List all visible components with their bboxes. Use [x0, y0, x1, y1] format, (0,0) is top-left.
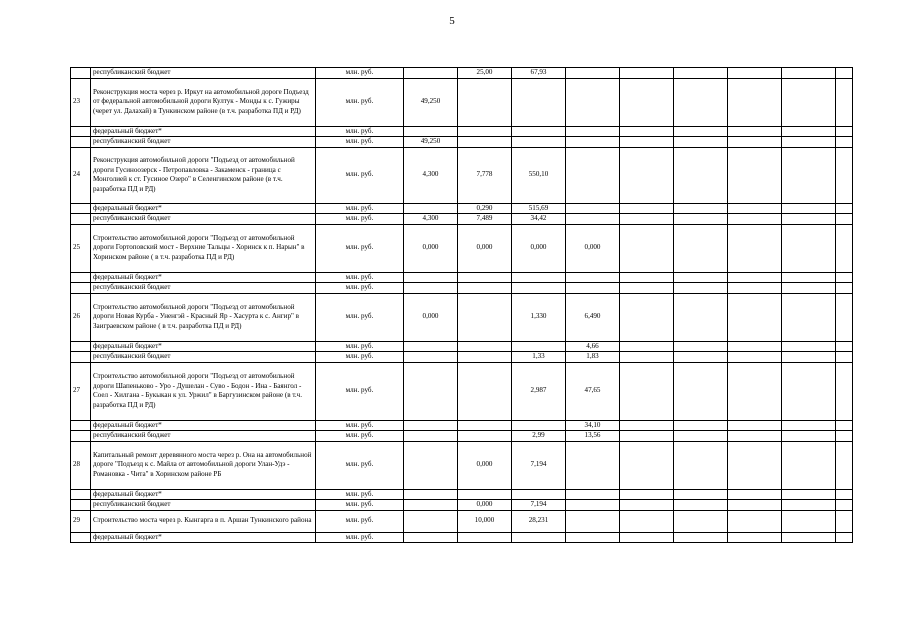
row-value: 0,000: [458, 224, 512, 272]
row-value: [674, 126, 728, 137]
row-value: [728, 500, 782, 511]
row-value: 0,000: [566, 224, 620, 272]
row-value: [620, 147, 674, 203]
row-value: [404, 68, 458, 79]
table-row-budget-line: [71, 500, 853, 511]
row-value: [512, 283, 566, 294]
row-value: [728, 420, 782, 431]
row-value: [674, 431, 728, 442]
row-unit: млн. руб.: [316, 532, 404, 543]
row-value: [836, 510, 853, 532]
row-value: 67,93: [512, 68, 566, 79]
row-value: [512, 341, 566, 352]
row-value: [728, 68, 782, 79]
row-value: [674, 420, 728, 431]
row-value: 2,99: [512, 431, 566, 442]
table-row-budget-line: [71, 431, 853, 442]
row-unit: млн. руб.: [316, 510, 404, 532]
row-name: федеральный бюджет*: [91, 532, 316, 543]
row-value: [674, 532, 728, 543]
row-value: [566, 489, 620, 500]
row-value: [674, 137, 728, 148]
row-value: [458, 272, 512, 283]
row-number: 28: [71, 441, 91, 489]
row-value: [836, 532, 853, 543]
row-name: республиканский бюджет: [91, 431, 316, 442]
row-unit: млн. руб.: [316, 224, 404, 272]
row-value: [620, 214, 674, 225]
row-value: [620, 126, 674, 137]
row-value: [836, 362, 853, 420]
row-value: [728, 147, 782, 203]
table-row-item: [71, 293, 853, 341]
row-value: [674, 68, 728, 79]
table-row-budget-line: [71, 420, 853, 431]
table-row-item: [71, 362, 853, 420]
row-value: [620, 68, 674, 79]
row-value: [404, 341, 458, 352]
row-name: федеральный бюджет*: [91, 341, 316, 352]
row-unit: млн. руб.: [316, 78, 404, 126]
row-value: [404, 431, 458, 442]
row-value: [782, 137, 836, 148]
row-value: [620, 78, 674, 126]
row-value: 0,290: [458, 203, 512, 214]
row-value: [782, 214, 836, 225]
row-value: 4,300: [404, 214, 458, 225]
row-value: 6,490: [566, 293, 620, 341]
row-value: [566, 510, 620, 532]
row-name: Реконструкция автомобильной дороги "Подъезд от автомобильной дороги Гусиноозерск - Петропавловка - Закаменск - граница с Монголией к ст. Гусиное Озеро" в Селенгинском районе (в т.ч. разработка ПД и РД): [91, 147, 316, 203]
row-number: [71, 68, 91, 79]
row-number: [71, 420, 91, 431]
row-value: [674, 147, 728, 203]
row-value: [404, 203, 458, 214]
row-value: [836, 126, 853, 137]
row-value: [620, 283, 674, 294]
table-row-budget-line: [71, 272, 853, 283]
row-value: 25,00: [458, 68, 512, 79]
row-name: федеральный бюджет*: [91, 489, 316, 500]
row-value: [782, 147, 836, 203]
row-value: [566, 147, 620, 203]
row-value: [512, 126, 566, 137]
row-value: [674, 341, 728, 352]
row-value: [782, 293, 836, 341]
row-value: [782, 420, 836, 431]
row-value: [458, 362, 512, 420]
row-value: [674, 441, 728, 489]
row-value: 0,000: [458, 441, 512, 489]
row-value: [836, 203, 853, 214]
row-value: 7,194: [512, 441, 566, 489]
table-row-budget-line: [71, 68, 853, 79]
row-value: 7,778: [458, 147, 512, 203]
row-value: [620, 532, 674, 543]
row-value: 13,56: [566, 431, 620, 442]
row-name: республиканский бюджет: [91, 137, 316, 148]
row-value: [458, 431, 512, 442]
row-number: [71, 126, 91, 137]
row-value: [566, 137, 620, 148]
table-row-budget-line: [71, 214, 853, 225]
row-value: [566, 532, 620, 543]
row-value: [674, 510, 728, 532]
table-row-budget-line: [71, 283, 853, 294]
row-value: 47,65: [566, 362, 620, 420]
row-value: [728, 137, 782, 148]
row-name: Реконструкция моста через р. Иркут на автомобильной дороге Подъезд от федеральной автомобильной дороги Култук - Монды к с. Гужиры (черет ул. Далахай) в Тункинском районе (в т.ч. разработка ПД и РД): [91, 78, 316, 126]
row-name: республиканский бюджет: [91, 352, 316, 363]
row-value: [674, 78, 728, 126]
row-value: [728, 352, 782, 363]
row-value: [782, 78, 836, 126]
row-value: 1,33: [512, 352, 566, 363]
row-value: [674, 214, 728, 225]
row-value: [836, 431, 853, 442]
row-value: [566, 126, 620, 137]
row-value: [782, 489, 836, 500]
row-value: [404, 283, 458, 294]
row-name: Строительство автомобильной дороги "Подъезд от автомобильной дороги Новая Курба - Уненгэй - Красный Яр - Хасурта к с. Ангир" в Заиграевском районе ( в т.ч. разработка ПД и РД): [91, 293, 316, 341]
row-value: [620, 293, 674, 341]
row-number: [71, 341, 91, 352]
row-value: [404, 532, 458, 543]
row-value: [728, 341, 782, 352]
row-unit: млн. руб.: [316, 362, 404, 420]
row-value: [458, 489, 512, 500]
row-value: [620, 341, 674, 352]
row-value: [782, 203, 836, 214]
table-row-item: [71, 78, 853, 126]
budget-table-body: [71, 68, 853, 543]
row-number: [71, 272, 91, 283]
row-name: Строительство моста через р. Кынгарга в п. Аршан Тункинского района: [91, 510, 316, 532]
row-value: [404, 510, 458, 532]
table-row-item: [71, 224, 853, 272]
table-row-item: [71, 441, 853, 489]
row-name: федеральный бюджет*: [91, 126, 316, 137]
row-value: [566, 214, 620, 225]
row-value: [458, 78, 512, 126]
row-unit: млн. руб.: [316, 214, 404, 225]
row-value: [620, 431, 674, 442]
row-name: республиканский бюджет: [91, 283, 316, 294]
row-unit: млн. руб.: [316, 147, 404, 203]
row-value: [674, 293, 728, 341]
row-value: 10,000: [458, 510, 512, 532]
row-name: федеральный бюджет*: [91, 272, 316, 283]
row-value: [566, 272, 620, 283]
row-value: [782, 431, 836, 442]
row-number: [71, 283, 91, 294]
row-value: [836, 500, 853, 511]
row-value: 49,250: [404, 137, 458, 148]
row-value: 4,300: [404, 147, 458, 203]
row-value: [674, 224, 728, 272]
row-value: [728, 441, 782, 489]
row-value: 34,42: [512, 214, 566, 225]
row-number: [71, 352, 91, 363]
row-value: [458, 283, 512, 294]
row-value: [404, 362, 458, 420]
row-value: [728, 362, 782, 420]
row-value: [458, 126, 512, 137]
row-value: [458, 341, 512, 352]
row-value: [836, 352, 853, 363]
row-value: [836, 137, 853, 148]
row-value: [512, 272, 566, 283]
row-value: [782, 341, 836, 352]
row-value: 49,250: [404, 78, 458, 126]
budget-table: [70, 67, 853, 543]
row-number: [71, 431, 91, 442]
row-value: [566, 68, 620, 79]
row-unit: млн. руб.: [316, 489, 404, 500]
row-unit: млн. руб.: [316, 431, 404, 442]
row-number: [71, 532, 91, 543]
row-value: [674, 283, 728, 294]
table-row-budget-line: [71, 126, 853, 137]
row-value: [458, 352, 512, 363]
row-value: [404, 489, 458, 500]
table-row-budget-line: [71, 489, 853, 500]
row-value: [620, 203, 674, 214]
row-value: [620, 137, 674, 148]
row-number: 25: [71, 224, 91, 272]
row-value: [512, 532, 566, 543]
row-name: республиканский бюджет: [91, 214, 316, 225]
row-value: [836, 489, 853, 500]
row-value: [782, 283, 836, 294]
row-value: [566, 78, 620, 126]
row-value: [836, 78, 853, 126]
row-number: 27: [71, 362, 91, 420]
table-row-budget-line: [71, 532, 853, 543]
row-value: [458, 293, 512, 341]
row-value: 1,330: [512, 293, 566, 341]
row-name: федеральный бюджет*: [91, 420, 316, 431]
row-unit: млн. руб.: [316, 441, 404, 489]
row-number: [71, 137, 91, 148]
row-name: республиканский бюджет: [91, 500, 316, 511]
row-unit: млн. руб.: [316, 293, 404, 341]
row-value: [728, 224, 782, 272]
row-number: 29: [71, 510, 91, 532]
row-unit: млн. руб.: [316, 272, 404, 283]
row-number: [71, 489, 91, 500]
row-value: [620, 272, 674, 283]
row-name: Строительство автомобильной дороги "Подъезд от автомобильной дороги Гортоповский мост - Верхние Тальцы - Хоринск к п. Нарын" в Хоринском районе ( в т.ч. разработка ПД и РД): [91, 224, 316, 272]
row-value: 28,231: [512, 510, 566, 532]
row-value: [512, 489, 566, 500]
row-value: [512, 420, 566, 431]
row-value: [404, 352, 458, 363]
row-value: [404, 420, 458, 431]
table-row-budget-line: [71, 137, 853, 148]
row-unit: млн. руб.: [316, 420, 404, 431]
row-unit: млн. руб.: [316, 203, 404, 214]
row-value: [620, 489, 674, 500]
table-row-item: [71, 510, 853, 532]
row-value: [674, 489, 728, 500]
row-number: [71, 500, 91, 511]
row-value: [566, 441, 620, 489]
row-value: [782, 441, 836, 489]
row-value: [836, 224, 853, 272]
row-unit: млн. руб.: [316, 283, 404, 294]
row-value: [458, 137, 512, 148]
row-value: [458, 532, 512, 543]
row-value: [782, 224, 836, 272]
row-value: [620, 352, 674, 363]
row-value: [782, 352, 836, 363]
row-value: [836, 147, 853, 203]
row-value: [728, 272, 782, 283]
row-value: 0,000: [404, 224, 458, 272]
row-value: [836, 272, 853, 283]
row-name: федеральный бюджет*: [91, 203, 316, 214]
row-value: [404, 500, 458, 511]
table-row-budget-line: [71, 341, 853, 352]
row-number: [71, 214, 91, 225]
row-value: 550,10: [512, 147, 566, 203]
row-number: 24: [71, 147, 91, 203]
row-unit: млн. руб.: [316, 126, 404, 137]
row-value: [728, 78, 782, 126]
row-value: [836, 68, 853, 79]
row-number: 26: [71, 293, 91, 341]
table-row-budget-line: [71, 203, 853, 214]
row-value: [836, 214, 853, 225]
row-value: [782, 510, 836, 532]
row-unit: млн. руб.: [316, 352, 404, 363]
row-value: 2,987: [512, 362, 566, 420]
row-value: [566, 203, 620, 214]
row-value: 0,000: [512, 224, 566, 272]
row-value: [620, 224, 674, 272]
row-value: [728, 126, 782, 137]
row-value: [836, 341, 853, 352]
row-value: [566, 283, 620, 294]
row-value: [836, 293, 853, 341]
row-value: [404, 272, 458, 283]
row-value: [620, 362, 674, 420]
row-value: 4,66: [566, 341, 620, 352]
row-value: [728, 283, 782, 294]
row-value: [404, 441, 458, 489]
row-value: [674, 362, 728, 420]
row-value: [728, 532, 782, 543]
row-value: 515,69: [512, 203, 566, 214]
row-value: [674, 352, 728, 363]
row-name: Строительство автомобильной дороги "Подъезд от автомобильной дороги Шапеньково - Уро - Душелан - Суво - Бодон - Ина - Баянгол - Соел - Хилгана - Букыкан к ул. Уржил" в Баргузинском районе (в т.ч. разработка ПД и РД): [91, 362, 316, 420]
page-number: 5: [449, 15, 455, 27]
row-value: [620, 510, 674, 532]
row-value: [620, 500, 674, 511]
row-value: [512, 137, 566, 148]
row-value: [728, 431, 782, 442]
row-value: [782, 362, 836, 420]
row-value: [782, 126, 836, 137]
row-number: 23: [71, 78, 91, 126]
row-value: [782, 272, 836, 283]
row-value: [620, 420, 674, 431]
row-value: [674, 500, 728, 511]
row-value: [728, 293, 782, 341]
table-row-budget-line: [71, 352, 853, 363]
row-value: [404, 126, 458, 137]
row-value: [458, 420, 512, 431]
row-value: [836, 283, 853, 294]
row-value: [782, 500, 836, 511]
row-value: [728, 489, 782, 500]
row-value: [728, 214, 782, 225]
row-value: [620, 441, 674, 489]
row-unit: млн. руб.: [316, 341, 404, 352]
row-value: [674, 203, 728, 214]
row-value: [728, 203, 782, 214]
row-value: [836, 441, 853, 489]
row-number: [71, 203, 91, 214]
row-value: [512, 78, 566, 126]
row-value: [836, 420, 853, 431]
row-value: [728, 510, 782, 532]
row-value: [674, 272, 728, 283]
row-unit: млн. руб.: [316, 137, 404, 148]
row-value: 7,194: [512, 500, 566, 511]
row-name: Капитальный ремонт деревянного моста через р. Она на автомобильной дороге "Подъезд к с. Майла от автомобильной дороги Улан-Удэ - Романовка - Чита" в Хоринском районе РБ: [91, 441, 316, 489]
row-unit: млн. руб.: [316, 68, 404, 79]
row-value: 34,10: [566, 420, 620, 431]
row-value: 7,489: [458, 214, 512, 225]
row-name: республиканский бюджет: [91, 68, 316, 79]
row-value: 0,000: [404, 293, 458, 341]
row-unit: млн. руб.: [316, 500, 404, 511]
row-value: [782, 532, 836, 543]
row-value: [782, 68, 836, 79]
row-value: [566, 500, 620, 511]
row-value: 0,000: [458, 500, 512, 511]
table-row-item: [71, 147, 853, 203]
row-value: 1,83: [566, 352, 620, 363]
